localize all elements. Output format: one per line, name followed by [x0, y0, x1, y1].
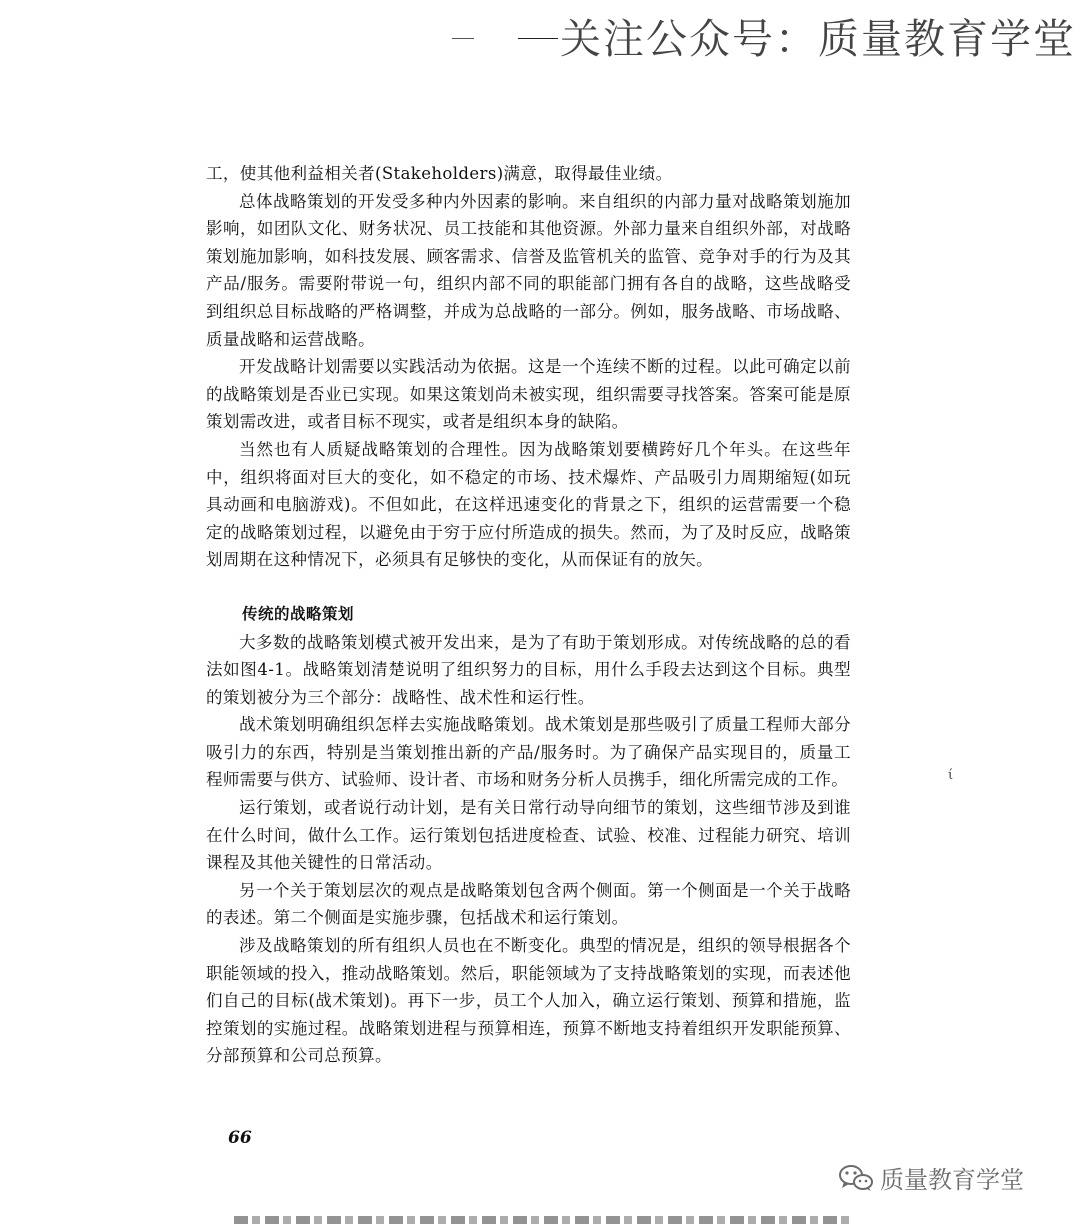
section-intro	[206, 160, 851, 574]
section-traditional-planning	[206, 629, 851, 1071]
header-tick	[452, 38, 474, 39]
header-rule	[518, 38, 558, 39]
paragraph: 当然也有人质疑战略策划的合理性。因为战略策划要横跨好几个年头。在这些年中，组织将面对巨大的变化，如不稳定的市场、技术爆炸、产品吸引力周期缩短(如玩具动画和电脑游戏)。不但如此，在这样迅速变化的背景之下，组织的运营需要一个稳定的战略策划过程，以避免由于穷于应付所造成的损失。然而，为了及时反应，战略策划周期在这种情况下，必须具有足够快的变化，从而保证有的放矢。	[206, 439, 851, 570]
wechat-icon	[838, 1163, 874, 1193]
watermark	[838, 1160, 1024, 1195]
page-body	[206, 160, 851, 1070]
paragraph: 另一个关于策划层次的观点是战略策划包含两个侧面。第一个侧面是一个关于战略的表述。第二个侧面是实施步骤，包括战术和运行策划。	[206, 880, 851, 928]
paragraph: 战术策划明确组织怎样去实施战略策划。战术策划是那些吸引了质量工程师大部分吸引力的东西，特别是当策划推出新的产品/服务时。为了确保产品实现目的，质量工程师需要与供方、试验师、设计者、市场和财务分析人员携手，细化所需完成的工作。	[206, 715, 851, 790]
paragraph: 工，使其他利益相关者(Stakeholders)满意，取得最佳业绩。	[206, 164, 673, 183]
page-number: 66	[228, 1128, 252, 1148]
paragraph: 运行策划，或者说行动计划，是有关日常行动导向细节的策划，这些细节涉及到谁在什么时间，做什么工作。运行策划包括进度检查、试验、校准、过程能力研究、培训课程及其他关键性的日常活动。	[206, 798, 851, 873]
margin-mark: ί	[948, 768, 954, 783]
paragraph: 大多数的战略策划模式被开发出来，是为了有助于策划形成。对传统战略的总的看法如图4-1。战略策划清楚说明了组织努力的目标，用什么手段去达到这个目标。典型的策划被分为三个部分：战略性、战术性和运行性。	[206, 632, 851, 707]
paragraph: 总体战略策划的开发受多种内外因素的影响。来自组织的内部力量对战略策划施加影响，如团队文化、财务状况、员工技能和其他资源。外部力量来自组织外部，对战略策划施加影响，如科技发展、顾客需求、信誉及监管机关的监管、竞争对手的行为及其产品/服务。需要附带说一句，组织内部不同的职能部门拥有各自的战略，这些战略受到组织总目标战略的严格调整，并成为总战略的一部分。例如，服务战略、市场战略、质量战略和运营战略。	[206, 191, 851, 349]
bottom-scan-strip	[234, 1216, 854, 1224]
section-heading: 传统的战略策划	[242, 604, 355, 623]
paragraph: 开发战略计划需要以实践活动为依据。这是一个连续不断的过程。以此可确定以前的战略策划是否业已实现。如果这策划尚未被实现，组织需要寻找答案。答案可能是原策划需改进，或者目标不现实，或者是组织本身的缺陷。	[206, 357, 851, 432]
watermark-text: 质量教育学堂	[880, 1166, 1024, 1194]
paragraph: 涉及战略策划的所有组织人员也在不断变化。典型的情况是，组织的领导根据各个职能领域的投入，推动战略策划。然后，职能领域为了支持战略策划的实现，而表述他们自己的目标(战术策划)。再下一步，员工个人加入，确立运行策划、预算和措施，监控策划的实施过程。战略策划进程与预算相连，预算不断地支持着组织开发职能预算、分部预算和公司总预算。	[206, 936, 851, 1066]
header-banner: 关注公众号：质量教育学堂	[560, 15, 1076, 63]
